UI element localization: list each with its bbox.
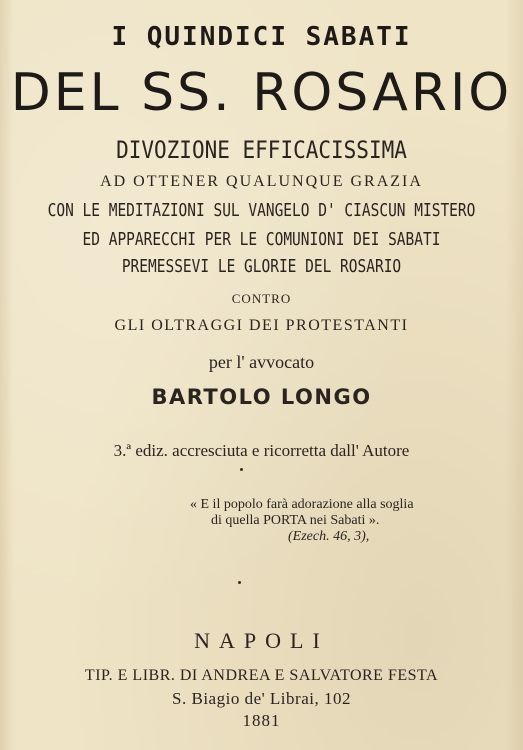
subtitle-line-2: AD OTTENER QUALUNQUE GRAZIA [100,173,423,190]
subtitle-line-5: PREMESSEVI LE GLORIE DEL ROSARIO [121,257,402,277]
imprint-year: 1881 [242,711,281,730]
epigraph-line-2: di quella PORTA nei Sabati ». [211,513,380,528]
imprint-city: NAPOLI [194,628,329,653]
author-name: BARTOLO LONGO [151,385,372,409]
title-line-2: DEL SS. ROSARIO [10,63,513,123]
printer-dot-mark [238,581,241,584]
imprint-printer: TIP. E LIBR. DI ANDREA E SALVATORE FESTA [84,667,439,684]
epigraph [190,497,490,545]
title-line-1: I QUINDICI SABATI [111,22,412,52]
imprint-address: S. Biagio de' Librai, 102 [172,689,351,708]
epigraph-line-1: « E il popolo farà adorazione alla soglia [190,497,414,512]
author-prefix: per l' avvocato [208,352,315,372]
subtitle-line-4: ED APPARECCHI PER LE COMUNIONI DEI SABATI [82,230,441,250]
printer-dot-mark [240,468,243,471]
subtitle-line-1: DIVOZIONE EFFICACISSIMA [116,136,407,164]
edition-statement: 3.ª ediz. accresciuta e ricorretta dall' Autore [113,441,410,460]
epigraph-citation: (Ezech. 46, 3), [288,529,370,544]
contro-label: CONTRO [231,291,292,306]
oltraggi-line: GLI OLTRAGGI DEI PROTESTANTI [114,317,409,334]
subtitle-line-3: CON LE MEDITAZIONI SUL VANGELO D' CIASCUN MISTERO [47,201,476,221]
